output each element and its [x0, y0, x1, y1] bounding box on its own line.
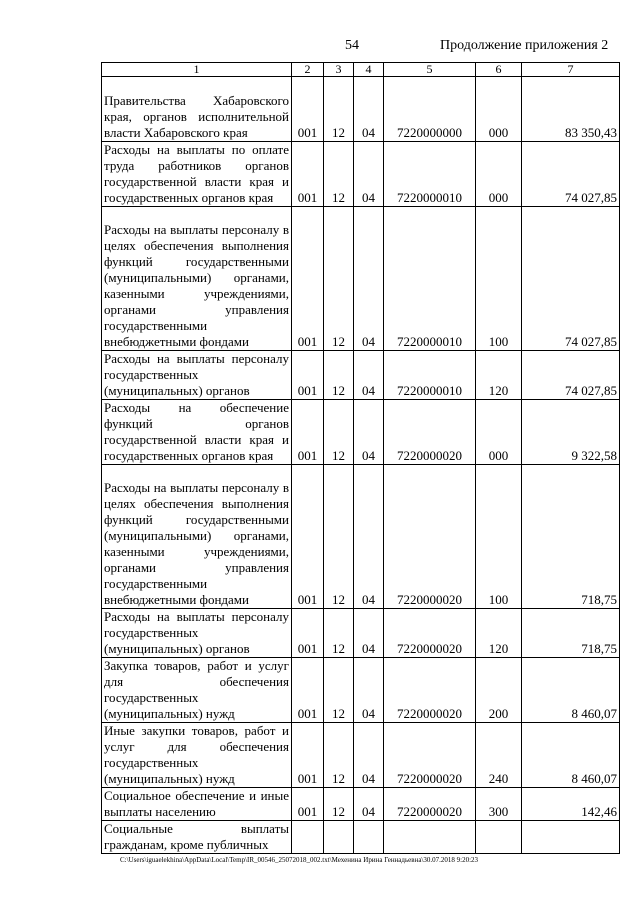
expense-type-code: 000	[476, 400, 522, 465]
expense-type-code: 000	[476, 142, 522, 207]
amount: 718,75	[522, 609, 620, 658]
section-code: 12	[324, 400, 354, 465]
table-row	[102, 723, 620, 788]
column-header: 6	[476, 63, 522, 77]
expense-type-code: 200	[476, 658, 522, 723]
subsection-code: 04	[354, 77, 384, 142]
target-article-code: 7220000020	[384, 723, 476, 788]
subsection-code: 04	[354, 207, 384, 351]
table-row	[102, 351, 620, 400]
expense-type-code: 100	[476, 465, 522, 609]
amount: 74 027,85	[522, 142, 620, 207]
page-number: 54	[345, 38, 359, 53]
expense-type-code: 300	[476, 788, 522, 821]
subsection-code: 04	[354, 465, 384, 609]
section-code: 12	[324, 351, 354, 400]
target-article-code: 7220000020	[384, 400, 476, 465]
section-code: 12	[324, 77, 354, 142]
target-article-code: 7220000000	[384, 77, 476, 142]
section-code: 12	[324, 788, 354, 821]
expense-name: Расходы на выплаты персоналу в целях обеспечения выполнения функций государственными (муниципальными) органами, казенными учреждениями, органами управления государственными внебюджетными фондами	[102, 465, 292, 609]
subsection-code: 04	[354, 609, 384, 658]
ministry-code: 001	[292, 351, 324, 400]
file-path-footer: C:\Users\iguaelekhina\AppData\Local\Temp\IR_00546_25072018_002.txt\Мехенина Ирина Геннадьевна\30.07.2018 9:20:23	[120, 856, 479, 864]
table-row	[102, 609, 620, 658]
section-code: 12	[324, 658, 354, 723]
subsection-code: 04	[354, 723, 384, 788]
subsection-code: 04	[354, 142, 384, 207]
expense-name: Расходы на выплаты персоналу государственных (муниципальных) органов	[102, 609, 292, 658]
expense-type-code: 100	[476, 207, 522, 351]
budget-table	[101, 62, 620, 854]
amount: 142,46	[522, 788, 620, 821]
expense-name: Закупка товаров, работ и услуг для обеспечения государственных (муниципальных) нужд	[102, 658, 292, 723]
expense-name: Социальное обеспечение и иные выплаты населению	[102, 788, 292, 821]
target-article-code: 7220000010	[384, 207, 476, 351]
target-article-code	[384, 821, 476, 854]
ministry-code: 001	[292, 207, 324, 351]
amount: 83 350,43	[522, 77, 620, 142]
subsection-code: 04	[354, 351, 384, 400]
expense-name: Расходы на выплаты персоналу государственных (муниципальных) органов	[102, 351, 292, 400]
table-row	[102, 788, 620, 821]
subsection-code	[354, 821, 384, 854]
amount: 8 460,07	[522, 658, 620, 723]
section-code: 12	[324, 609, 354, 658]
expense-name: Правительства Хабаровского края, органов исполнительной власти Хабаровского края	[102, 77, 292, 142]
ministry-code: 001	[292, 723, 324, 788]
table-row	[102, 465, 620, 609]
table-row	[102, 400, 620, 465]
expense-name: Расходы на выплаты персоналу в целях обеспечения выполнения функций государственными (муниципальными) органами, казенными учреждениями, органами управления государственными внебюджетными фондами	[102, 207, 292, 351]
ministry-code: 001	[292, 658, 324, 723]
column-header: 4	[354, 63, 384, 77]
expense-name: Социальные выплаты гражданам, кроме публичных	[102, 821, 292, 854]
amount: 8 460,07	[522, 723, 620, 788]
ministry-code: 001	[292, 465, 324, 609]
section-code: 12	[324, 723, 354, 788]
column-header: 7	[522, 63, 620, 77]
section-code: 12	[324, 465, 354, 609]
section-code	[324, 821, 354, 854]
subsection-code: 04	[354, 400, 384, 465]
column-header: 1	[102, 63, 292, 77]
table-row	[102, 821, 620, 854]
expense-type-code	[476, 821, 522, 854]
expense-type-code: 120	[476, 351, 522, 400]
expense-type-code: 000	[476, 77, 522, 142]
section-code: 12	[324, 207, 354, 351]
target-article-code: 7220000020	[384, 609, 476, 658]
ministry-code: 001	[292, 788, 324, 821]
amount	[522, 821, 620, 854]
expense-name: Расходы на выплаты по оплате труда работников органов государственной власти края и государственных органов края	[102, 142, 292, 207]
expense-type-code: 120	[476, 609, 522, 658]
target-article-code: 7220000020	[384, 658, 476, 723]
table-row	[102, 142, 620, 207]
table-row	[102, 658, 620, 723]
target-article-code: 7220000010	[384, 351, 476, 400]
target-article-code: 7220000010	[384, 142, 476, 207]
table-row	[102, 77, 620, 142]
target-article-code: 7220000020	[384, 788, 476, 821]
table-header-row	[102, 63, 620, 77]
ministry-code	[292, 821, 324, 854]
ministry-code: 001	[292, 77, 324, 142]
section-code: 12	[324, 142, 354, 207]
target-article-code: 7220000020	[384, 465, 476, 609]
ministry-code: 001	[292, 609, 324, 658]
amount: 9 322,58	[522, 400, 620, 465]
amount: 74 027,85	[522, 207, 620, 351]
amount: 718,75	[522, 465, 620, 609]
column-header: 5	[384, 63, 476, 77]
continuation-label: Продолжение приложения 2	[440, 38, 609, 53]
amount: 74 027,85	[522, 351, 620, 400]
ministry-code: 001	[292, 142, 324, 207]
subsection-code: 04	[354, 658, 384, 723]
column-header: 3	[324, 63, 354, 77]
subsection-code: 04	[354, 788, 384, 821]
column-header: 2	[292, 63, 324, 77]
expense-name: Расходы на обеспечение функций органов государственной власти края и государственных органов края	[102, 400, 292, 465]
expense-type-code: 240	[476, 723, 522, 788]
table-row	[102, 207, 620, 351]
ministry-code: 001	[292, 400, 324, 465]
expense-name: Иные закупки товаров, работ и услуг для обеспечения государственных (муниципальных) нужд	[102, 723, 292, 788]
